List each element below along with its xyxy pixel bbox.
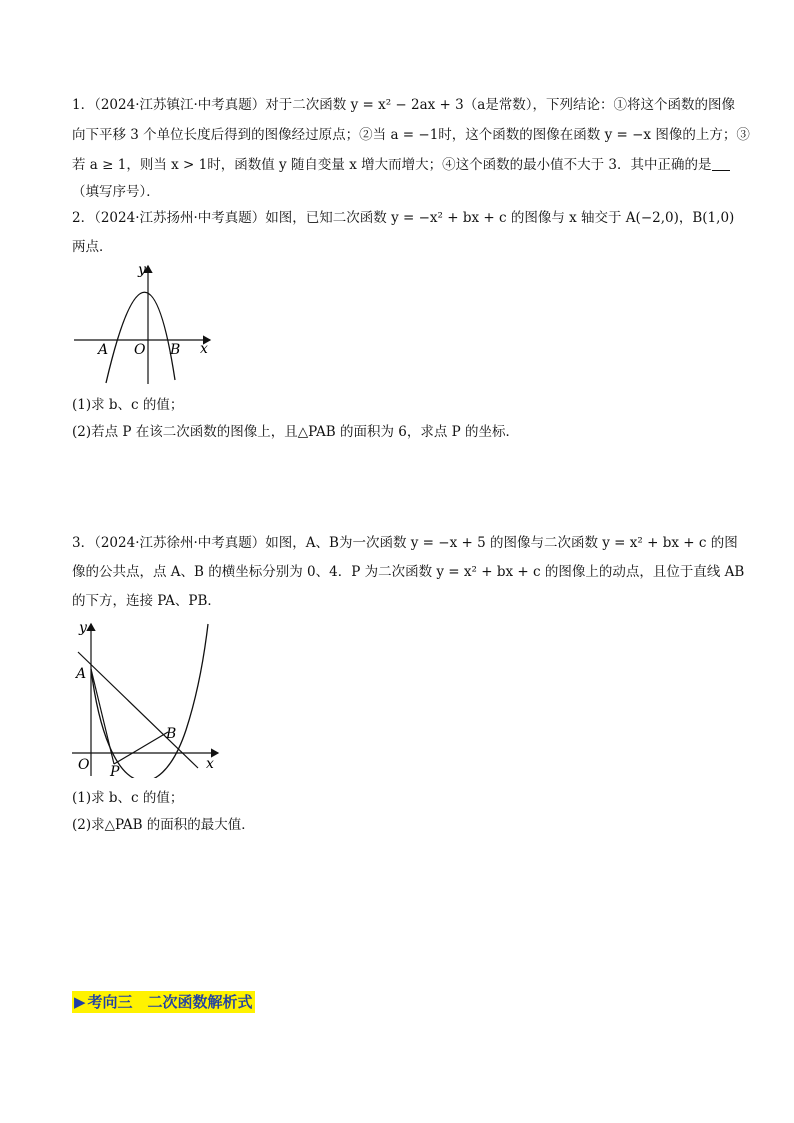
q1-line4: （填写序号）．	[72, 184, 160, 200]
q3-parabola-figure	[70, 618, 230, 778]
segment-PB	[114, 732, 168, 764]
q3-sub1: (1)求 b、c 的值；	[72, 790, 184, 806]
q1-line2: 向下平移 3 个单位长度后得到的图像经过原点；②当 a = −1时，这个函数的图像在函数 y = −x 图像的上方；③	[72, 127, 750, 143]
section-heading-text: 考向三 二次函数解析式	[87, 993, 253, 1011]
point-A-label: A	[98, 342, 109, 358]
origin-label: O	[134, 342, 146, 358]
q2-line2: 两点．	[72, 239, 113, 255]
y-label: y	[138, 262, 146, 278]
q1-line3	[72, 155, 732, 175]
section-heading	[72, 991, 255, 1013]
point-B-label: B	[166, 726, 177, 742]
line-AB	[78, 652, 198, 768]
point-B-label: B	[170, 342, 181, 358]
parabola-curve	[106, 292, 175, 383]
y-label: y	[79, 620, 87, 636]
q1-line3-text: 若 a ≥ 1，则当 x > 1时，函数值 y 随自变量 x 增大而增大；④这个函数的最小值不大于 3．其中正确的是	[72, 157, 712, 173]
q3-sub2: (2)求△PAB 的面积的最大值．	[72, 817, 255, 833]
q2-sub2: (2)若点 P 在该二次函数的图像上，且△PAB 的面积为 6，求点 P 的坐标．	[72, 424, 520, 440]
answer-blank	[712, 156, 730, 171]
q2-sub1: (1)求 b、c 的值；	[72, 397, 184, 413]
point-A-label: A	[76, 666, 87, 682]
q2-line1: 2．（2024·江苏扬州·中考真题）如图，已知二次函数 y = −x² + bx + c 的图像与 x 轴交于 A(−2,0)，B(1,0)	[72, 210, 735, 226]
q3-line2: 像的公共点，点 A、B 的横坐标分别为 0、4．P 为二次函数 y = x² + bx + c 的图像上的动点，且位于直线 AB	[72, 564, 745, 580]
x-label: x	[200, 341, 208, 357]
q3-line3: 的下方，连接 PA、PB．	[72, 593, 221, 609]
x-label: x	[206, 756, 214, 772]
point-P-label: P	[110, 764, 120, 778]
q1-line1: 1．（2024·江苏镇江·中考真题）对于二次函数 y = x² − 2ax + 3（a是常数），下列结论：①将这个函数的图像	[72, 97, 736, 113]
triangle-marker-icon: ▶	[74, 993, 86, 1011]
parabola-curve	[91, 624, 208, 778]
origin-label: O	[78, 757, 90, 773]
q2-parabola-figure	[70, 258, 220, 388]
q3-line1: 3．（2024·江苏徐州·中考真题）如图，A、B为一次函数 y = −x + 5 的图像与二次函数 y = x² + bx + c 的图	[72, 535, 738, 551]
